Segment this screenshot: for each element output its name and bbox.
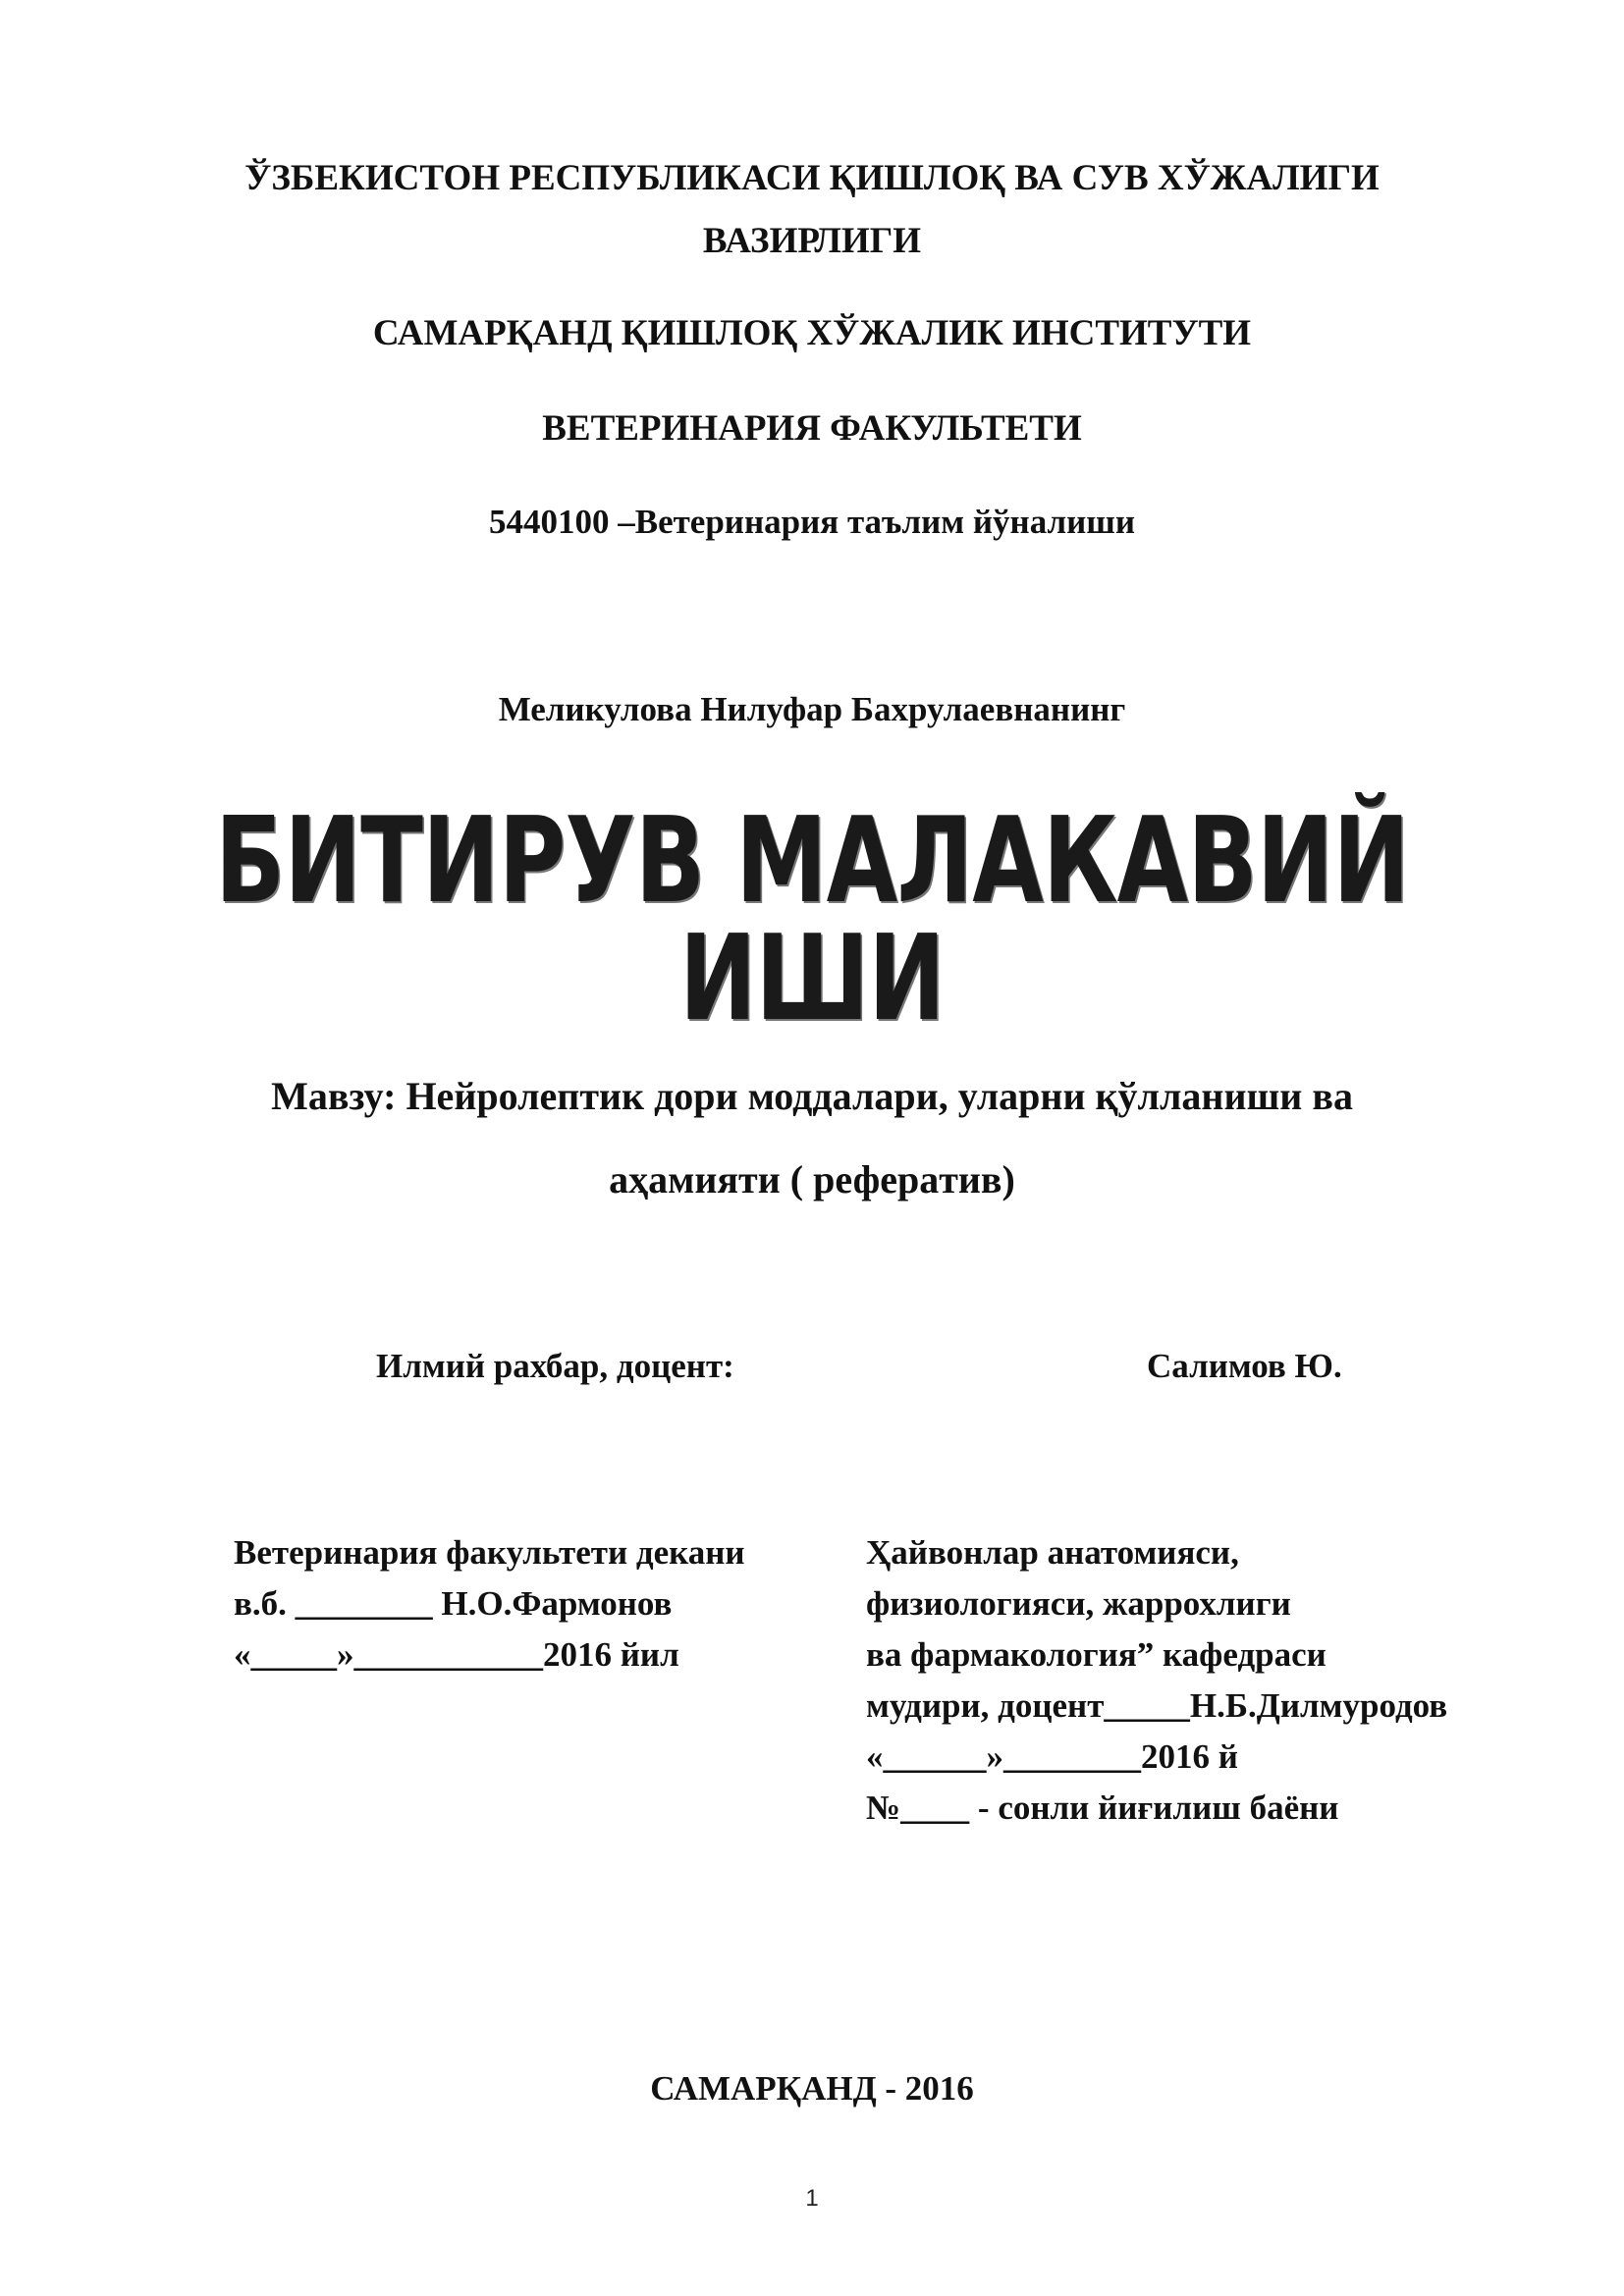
study-direction: 5440100 –Ветеринария таълим йўналиши (488, 503, 1136, 541)
dean-line: Ветеринария факультети декани (234, 1533, 745, 1572)
institute-name: САМАРҚАНД ҚИШЛОҚ ХЎЖАЛИК ИНСТИТУТИ (372, 313, 1252, 353)
department-line: Ҳайвонлар анатомияси, (866, 1533, 1239, 1572)
department-line: мудири, доцент_____Н.Б.Дилмуродов (866, 1686, 1448, 1725)
thesis-title: БИТИРУВ МАЛАКАВИЙ ИШИ (214, 793, 1410, 1047)
ministry-line-2: ВАЗИРЛИГИ (702, 221, 922, 261)
department-line: «______»________2016 й (866, 1737, 1238, 1776)
dean-line: «_____»___________2016 йил (234, 1635, 679, 1674)
topic-line-2: аҳамияти ( реферaтив) (609, 1157, 1015, 1201)
author-name: Меликулова Нилуфар Бахрулаевнанинг (498, 690, 1126, 728)
city-year: САМАРҚАНД - 2016 (650, 2069, 974, 2108)
dean-line: в.б. ________ Н.О.Фармонов (234, 1584, 673, 1623)
ministry-line-1: ЎЗБЕКИСТОН РЕСПУБЛИКАСИ ҚИШЛОҚ ВА СУВ ХЎЖАЛИГИ (244, 158, 1380, 198)
supervisor-label: Илмий рахбар, доцент: (376, 1347, 734, 1385)
dean-approval-block (234, 1527, 745, 1681)
department-approval-block (866, 1527, 1447, 1834)
department-line: физиологияси, жаррохлиги (866, 1584, 1291, 1623)
topic-line-1: Мавзу: Нейролептик дори моддалари, уларни қўлланиши ва (271, 1074, 1353, 1118)
page-number: 1 (805, 2185, 819, 2212)
faculty-name: ВЕТЕРИНАРИЯ ФАКУЛЬТЕТИ (542, 408, 1082, 449)
department-line: ва фармакология” кафедраси (866, 1635, 1326, 1674)
supervisor-name: Салимов Ю. (1147, 1347, 1342, 1385)
department-line: №____ - сонли йиғилиш баёни (866, 1789, 1339, 1827)
